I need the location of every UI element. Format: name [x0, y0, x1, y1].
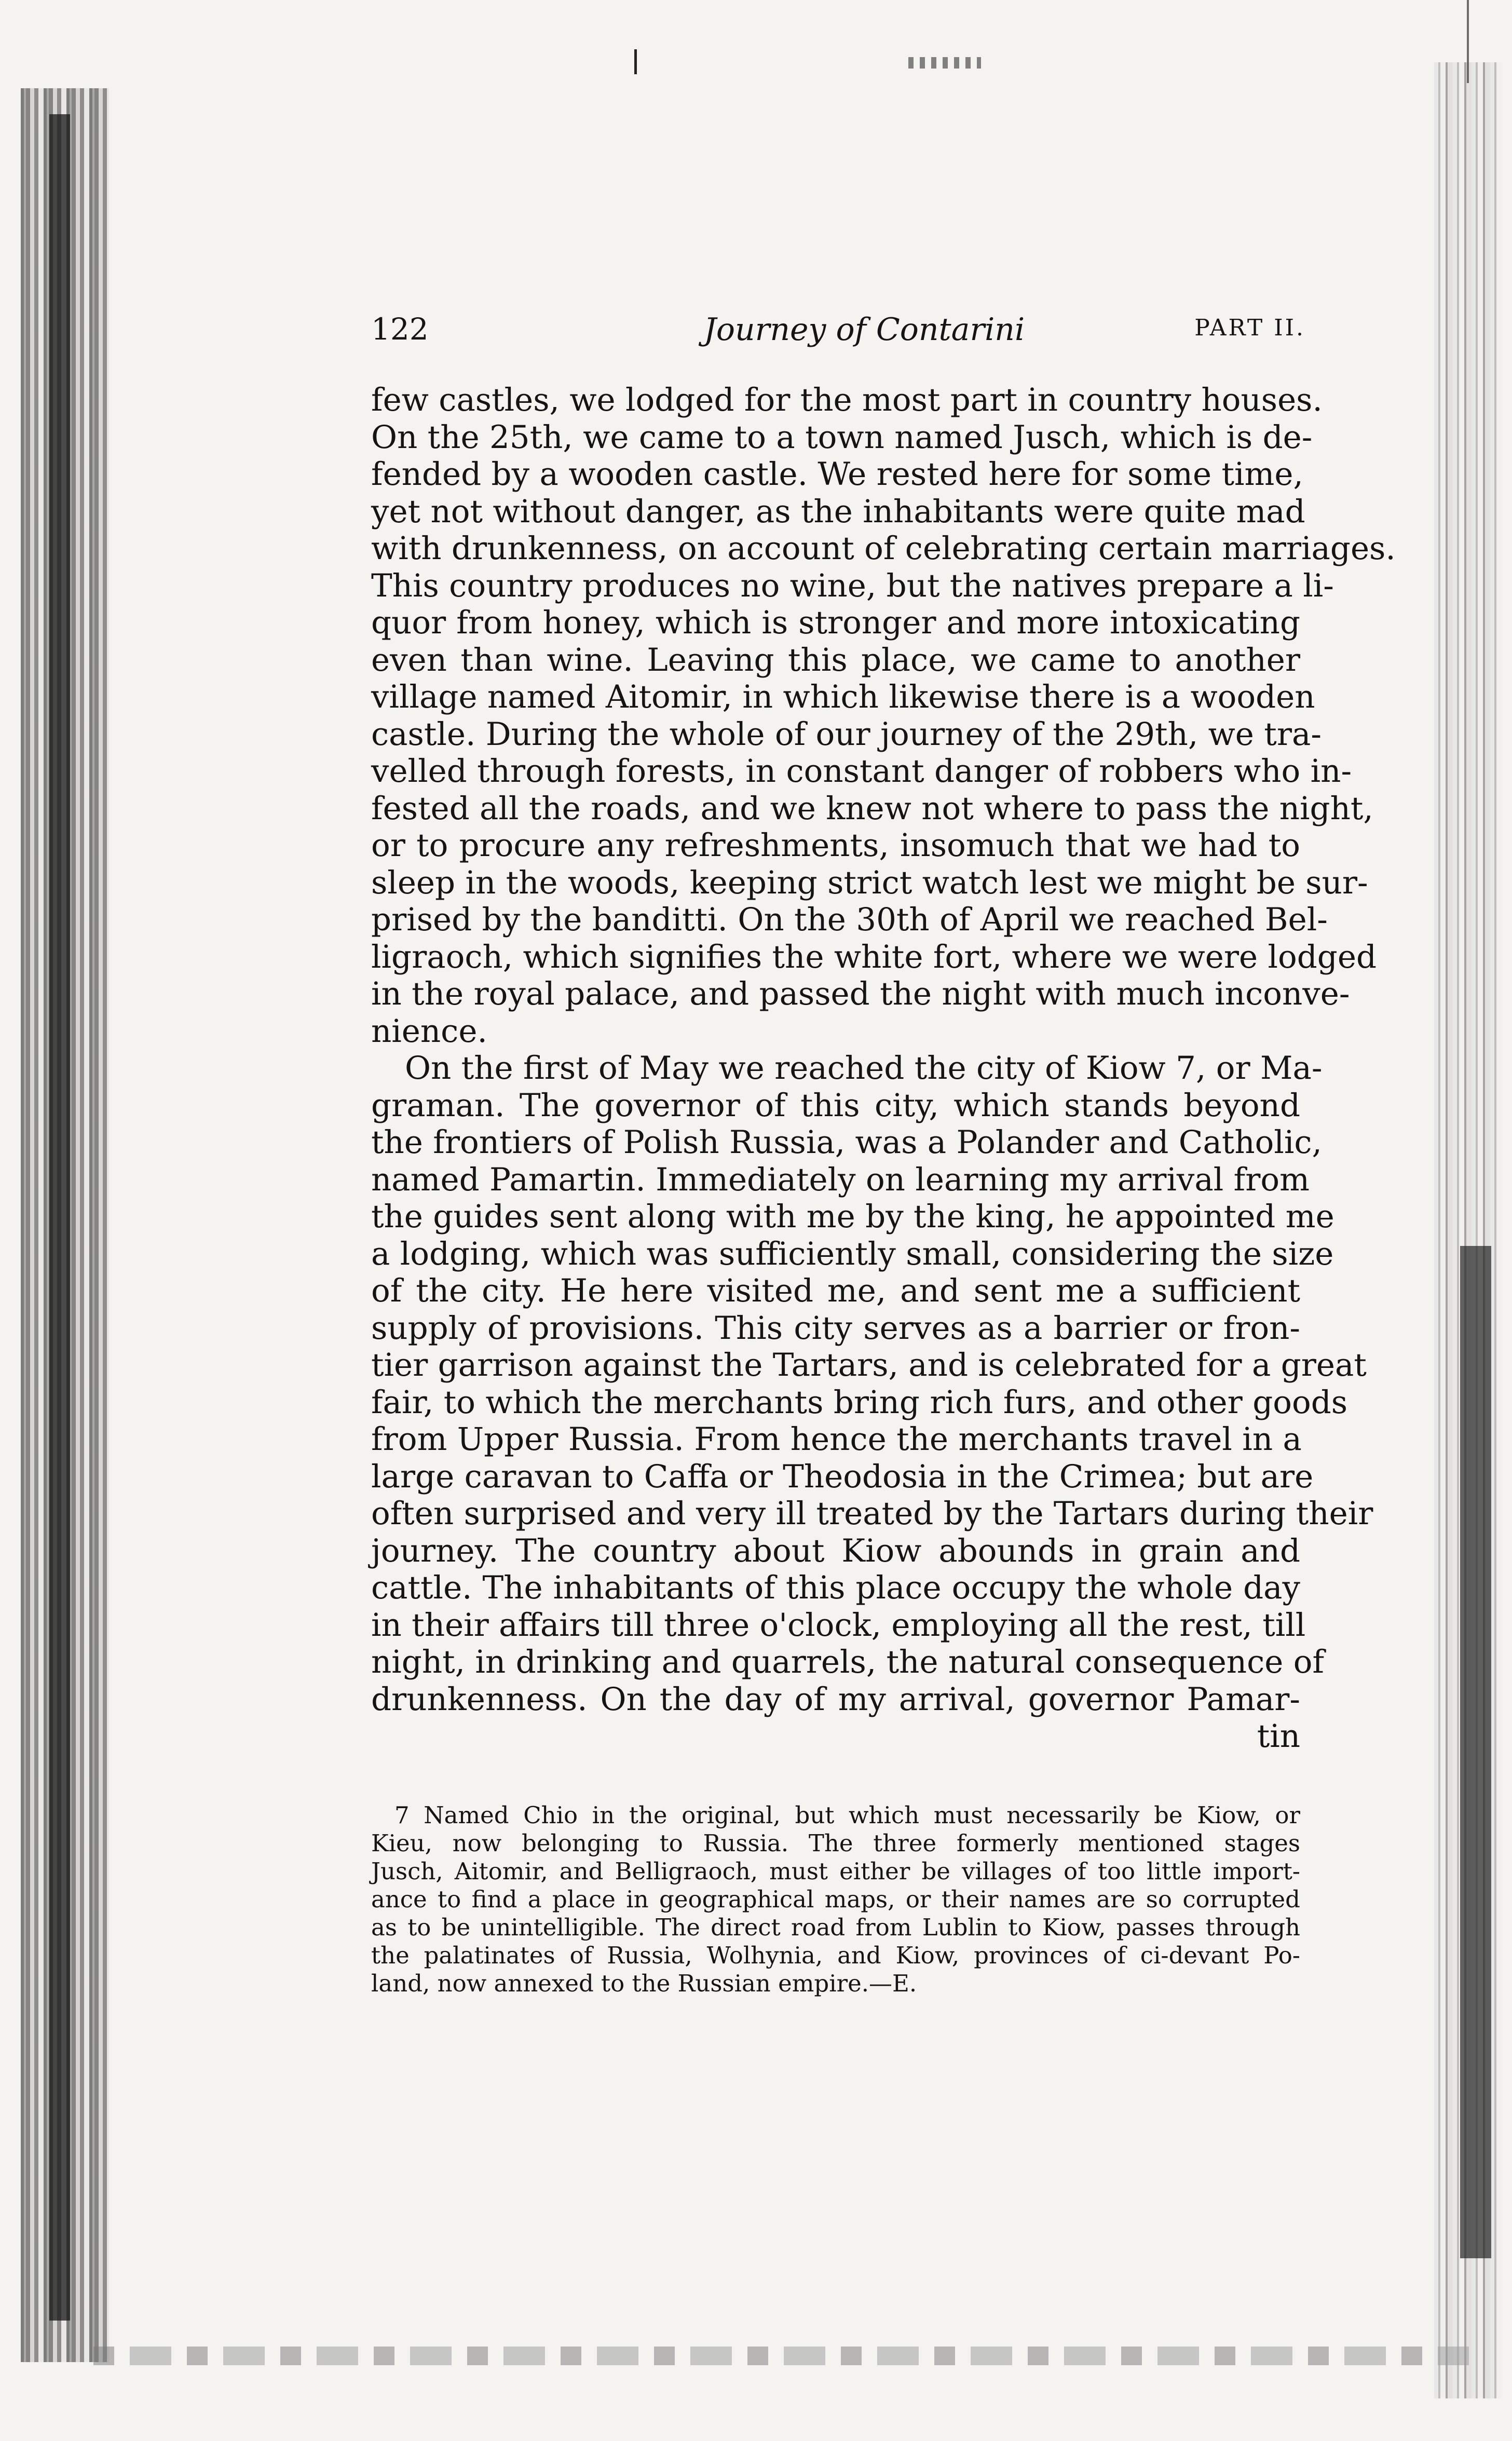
text-line: prised by the banditti. On the 30th of April we reached Bel- — [371, 901, 1328, 938]
part-label: PART II. — [1194, 315, 1305, 341]
scan-top-mark — [634, 49, 637, 74]
text-line: large caravan to Caffa or Theodosia in the Crimea; but are — [371, 1458, 1314, 1495]
scan-bottom-edge — [93, 2347, 1469, 2365]
text-line: journey. The country about Kiow abounds in grain and — [371, 1532, 1300, 1569]
text-line: often surprised and very ill treated by the Tartars during their — [371, 1495, 1373, 1532]
text-line: cattle. The inhabitants of this place occupy the whole day — [371, 1569, 1300, 1606]
footnote-line: land, now annexed to the Russian empire.—E. — [371, 1970, 917, 1997]
text-line: fested all the roads, and we knew not where to pass the night, — [371, 790, 1373, 827]
text-line: On the 25th, we came to a town named Jusch, which is de- — [371, 418, 1313, 456]
footnote-line: ance to find a place in geographical maps, or their names are so corrupted — [371, 1886, 1300, 1913]
text-line: yet not without danger, as the inhabitants were quite mad — [371, 493, 1305, 530]
text-line: nience. — [371, 1012, 487, 1050]
text-line: of the city. He here visited me, and sent me a sufficient — [371, 1272, 1300, 1309]
scan-shadow-left — [49, 114, 70, 2321]
text-line: even than wine. Leaving this place, we came to another — [371, 641, 1300, 679]
text-line: in the royal palace, and passed the night with much inconve- — [371, 975, 1350, 1012]
text-line: supply of provisions. This city serves as a barrier or fron- — [371, 1309, 1300, 1347]
text-line: the frontiers of Polish Russia, was a Polander and Catholic, — [371, 1124, 1322, 1161]
text-line: named Pamartin. Immediately on learning my arrival from — [371, 1161, 1310, 1198]
text-line: few castles, we lodged for the most part in country houses. — [371, 382, 1323, 418]
text-line: castle. During the whole of our journey of the 29th, we tra- — [371, 715, 1322, 753]
text-line: quor from honey, which is stronger and more intoxicating — [371, 604, 1300, 641]
running-head — [371, 311, 1305, 353]
text-line: On the first of May we reached the city of Kiow 7, or Ma- — [405, 1050, 1323, 1087]
scan-top-smudge — [908, 57, 981, 69]
text-line: a lodging, which was sufficiently small, considering the size — [371, 1235, 1334, 1272]
scan-top-right-line — [1467, 0, 1469, 83]
text-line: night, in drinking and quarrels, the natural consequence of — [371, 1644, 1325, 1680]
footnote-line: Kieu, now belonging to Russia. The three formerly mentioned stages — [371, 1829, 1300, 1857]
text-line: fair, to which the merchants bring rich furs, and other goods — [371, 1384, 1348, 1421]
footnote-line: the palatinates of Russia, Wolhynia, and Kiow, provinces of ci-devant Po- — [371, 1942, 1300, 1969]
text-line: drunkenness. On the day of my arrival, governor Pamar- — [371, 1680, 1300, 1718]
text-line: the guides sent along with me by the king, he appointed me — [371, 1198, 1334, 1235]
text-line: or to procure any refreshments, insomuch that we had to — [371, 827, 1300, 864]
scan-shadow-right — [1460, 1246, 1491, 2258]
footnote-line: 7 Named Chio in the original, but which must necessarily be Kiow, or — [394, 1801, 1300, 1829]
page-title: Journey of Contarini — [703, 311, 1025, 348]
text-line: village named Aitomir, in which likewise there is a wooden — [371, 679, 1315, 715]
footnote-line: as to be unintelligible. The direct road from Lublin to Kiow, passes through — [371, 1914, 1300, 1941]
text-line: in their affairs till three o'clock, employing all the rest, till — [371, 1606, 1306, 1644]
footnote-line: Jusch, Aitomir, and Belligraoch, must either be villages of too little import- — [371, 1857, 1300, 1885]
text-line: sleep in the woods, keeping strict watch lest we might be sur- — [371, 864, 1368, 901]
text-line: tin — [1257, 1718, 1300, 1755]
text-line: with drunkenness, on account of celebrating certain marriages. — [371, 530, 1396, 567]
text-line: from Upper Russia. From hence the merchants travel in a — [371, 1421, 1302, 1458]
page-number: 122 — [371, 311, 429, 347]
text-line: ligraoch, which signifies the white fort, where we were lodged — [371, 938, 1377, 975]
text-line: tier garrison against the Tartars, and is celebrated for a great — [371, 1347, 1367, 1384]
text-line: This country produces no wine, but the natives prepare a li- — [371, 567, 1334, 604]
footnote — [371, 1801, 1300, 1998]
text-line: fended by a wooden castle. We rested here for some time, — [371, 456, 1303, 493]
text-line: velled through forests, in constant danger of robbers who in- — [371, 753, 1352, 790]
text-line: graman. The governor of this city, which stands beyond — [371, 1087, 1300, 1124]
body-text — [371, 382, 1396, 1755]
